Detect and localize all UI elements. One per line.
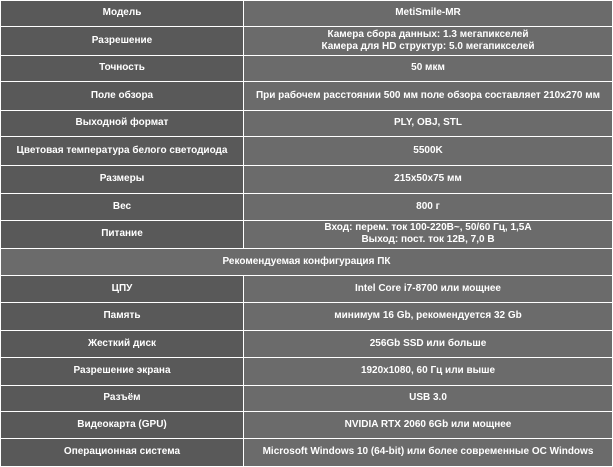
spec-value — [244, 275, 613, 302]
spec-value-line: Вход: перем. ток 100-220В~, 50/60 Гц, 1,5А — [324, 221, 532, 233]
spec-label: Поле обзора — [1, 82, 244, 110]
spec-label: Разъём — [1, 385, 244, 411]
spec-value — [244, 412, 613, 439]
spec-value — [244, 110, 613, 136]
spec-value — [244, 82, 613, 110]
spec-row — [1, 27, 613, 55]
spec-value — [244, 165, 613, 193]
spec-value-line: При рабочем расстоянии 500 мм поле обзора составляет 210x270 мм — [255, 89, 601, 101]
spec-value-line: NVIDIA RTX 2060 6Gb или мощнее — [344, 419, 512, 430]
spec-value — [244, 194, 613, 220]
spec-row — [1, 55, 613, 81]
spec-value — [244, 303, 613, 330]
spec-row — [1, 412, 613, 439]
spec-row — [1, 1, 613, 27]
spec-value-line: PLY, OBJ, STL — [394, 117, 462, 129]
spec-value-line: 1920x1080, 60 Гц или выше — [360, 365, 496, 377]
spec-row — [1, 303, 613, 330]
spec-value-line: Выход: пост. ток 12В, 7,0 В — [361, 234, 495, 246]
spec-label: Разрешение — [1, 27, 244, 55]
spec-value-line: 256Gb SSD или больше — [369, 337, 487, 349]
spec-row — [1, 385, 613, 411]
spec-value — [244, 220, 613, 248]
spec-value-line: минимум 16 Gb, рекомендуется 32 Gb — [334, 310, 522, 322]
spec-label: Операционная система — [1, 439, 244, 467]
spec-table-body — [1, 1, 613, 467]
spec-label: Видеокарта (GPU) — [1, 412, 244, 439]
section-row — [1, 249, 613, 275]
spec-value-line: 800 г — [416, 200, 440, 212]
spec-row — [1, 220, 613, 248]
spec-row — [1, 165, 613, 193]
spec-row — [1, 275, 613, 302]
spec-value — [244, 439, 613, 467]
spec-value-line: 50 мкм — [411, 62, 445, 74]
spec-label: Разрешение экрана — [1, 358, 244, 385]
spec-label: Память — [1, 303, 244, 330]
spec-value-line: Microsoft Windows 10 (64-bit) или более современные ОС Windows — [262, 446, 594, 458]
spec-value-line: 215x50x75 мм — [394, 173, 462, 185]
spec-label: Размеры — [1, 165, 244, 193]
spec-value — [244, 385, 613, 411]
spec-row — [1, 358, 613, 385]
spec-value — [244, 27, 613, 55]
spec-value-line: 5500K — [413, 144, 443, 156]
spec-label: ЦПУ — [1, 275, 244, 302]
spec-row — [1, 330, 613, 357]
spec-label: Вес — [1, 194, 244, 220]
spec-label: Жесткий диск — [1, 330, 244, 357]
spec-label: Модель — [1, 1, 244, 27]
spec-value — [244, 358, 613, 385]
spec-row — [1, 439, 613, 467]
spec-value-line: USB 3.0 — [409, 392, 447, 404]
spec-row — [1, 82, 613, 110]
spec-value — [244, 55, 613, 81]
spec-row — [1, 110, 613, 136]
spec-row — [1, 137, 613, 165]
spec-label: Цветовая температура белого светодиода — [1, 137, 244, 165]
spec-label: Точность — [1, 55, 244, 81]
section-title: Рекомендуемая конфигурация ПК — [1, 249, 613, 275]
spec-value-line: Камера для HD структур: 5.0 мегапикселей — [321, 41, 535, 53]
spec-value-line: Камера сбора данных: 1.3 мегапикселей — [327, 28, 529, 40]
spec-value — [244, 137, 613, 165]
spec-value-line: Intel Core i7-8700 или мощнее — [355, 282, 501, 294]
spec-value — [244, 1, 613, 27]
spec-row — [1, 194, 613, 220]
spec-label: Питание — [1, 220, 244, 248]
spec-label: Выходной формат — [1, 110, 244, 136]
spec-value — [244, 330, 613, 357]
spec-value-line: MetiSmile-MR — [395, 7, 461, 19]
